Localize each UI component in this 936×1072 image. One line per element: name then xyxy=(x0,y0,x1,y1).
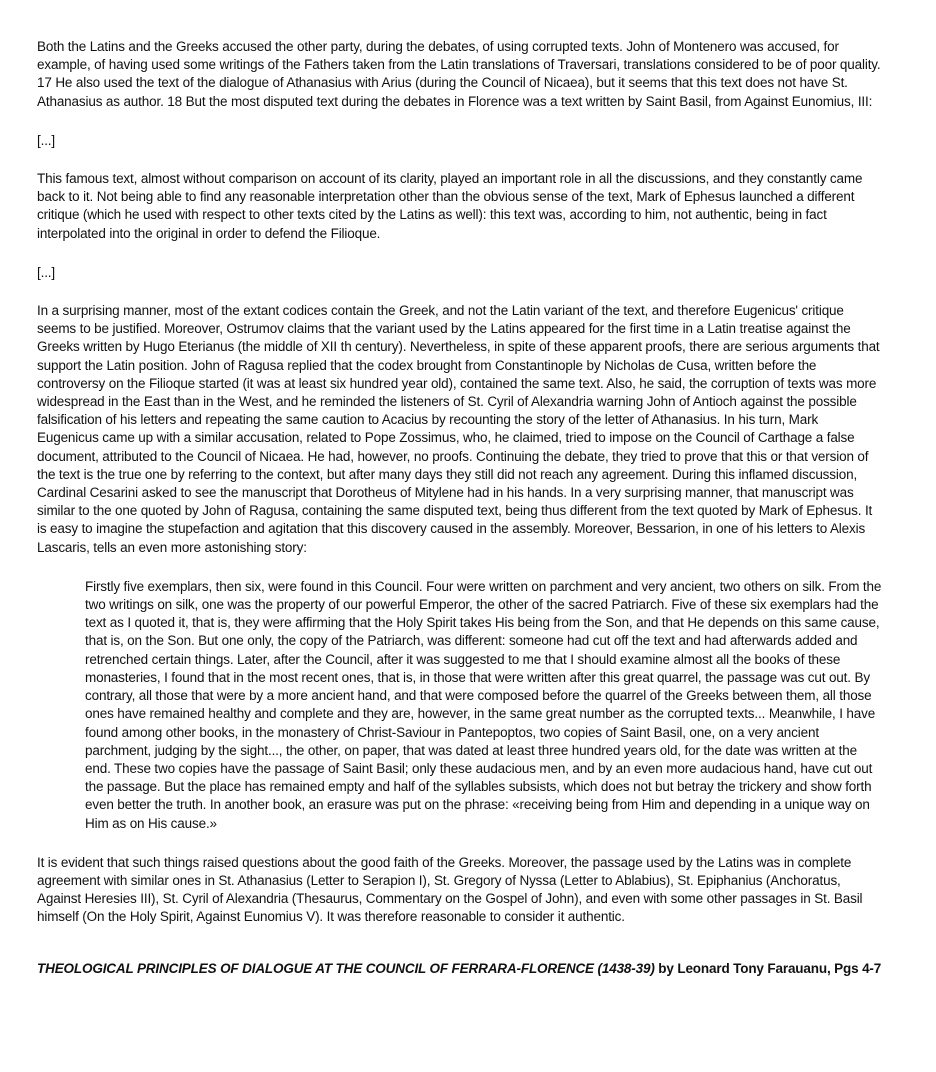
document-page xyxy=(37,38,882,978)
ellipsis-marker: [...] xyxy=(37,264,56,280)
bessarion-quote: Firstly five exemplars, then six, were found in this Council. Four were written on parchment and very ancient, two others on silk. From the two writings on silk, one was the property of our powerful Emperor, the other of the sacred Patriarch. Five of these six exemplars had the text as I quoted it, that is, they were affirming that the Holy Spirit takes His being from the Son, and that He depends on this same cause, that is, on the Son. But one only, the copy of the Patriarch, was different: someone had cut off the text and had afterwards added and retrenched certain things. Later, after the Council, after it was suggested to me that I should examine almost all the books of these monasteries, I found that in the most recent ones, that is, in those that were written after this great quarrel, the passage was cut out. By contrary, all those that were by a more ancient hand, and that were composed before the quarrel of the Greeks between them, all those ones have remained healthy and complete and they are, however, in the same great number as the corrupted texts... Meanwhile, I have found among other books, in the monastery of Christ-Saviour in Pantepoptos, two copies of Saint Basil, one, on a very ancient parchment, judging by the sight..., the other, on paper, that was dated at least three hundred years old, for the date was written at the end. These two copies have the passage of Saint Basil; only these audacious men, and by an even more audacious hand, have cut out the passage. But the place has remained empty and half of the syllables subsists, which does not but betray the trickery and show forth even better the truth. In another book, an erasure was put on the phrase: «receiving being from Him and depending in a unique way on Him as on His cause.» xyxy=(85,578,882,831)
paragraph-montenero: Both the Latins and the Greeks accused the other party, during the debates, of using corrupted texts. John of Montenero was accused, for example, of having used some writings of the Fathers taken from the Latin translations of Traversari, translations considered to be of poor quality. 17 He also used the text of the dialogue of Athanasius with Arius (during the Council of Nicaea), but it seems that this text does not have St. Athanasius as author. 18 But the most disputed text during the debates in Florence was a text written by Saint Basil, from Against Eunomius, III: xyxy=(37,39,881,109)
paragraph-codices: In a surprising manner, most of the extant codices contain the Greek, and not the Latin variant of the text, and therefore Eugenicus' critique seems to be justified. Moreover, Ostrumov claims that the variant used by the Latins appeared for the first time in a Latin treatise against the Greeks written by Hugo Eterianus (the middle of XII th century). Nevertheless, in spite of these apparent proofs, there are serious arguments that support the Latin position. John of Ragusa replied that the codex brought from Constantinople by Nicholas de Cusa, written before the controversy on the Filioque started (it was at least six hundred year old), contained the same text. Also, he said, the corruption of texts was more widespread in the East than in the West, and he reminded the listeners of St. Cyril of Alexandria warning John of Antioch against the possible falsification of his letters and repeating the same caution to Acacius by recounting the story of the letter of Athanasius. In his turn, Mark Eugenicus came up with a similar accusation, related to Pope Zossimus, who, he claimed, tried to impose on the Council of Carthage a false document, attributed to the Council of Nicaea. He had, however, no proofs. Continuing the debate, they tried to prove that this or that version of the text is the true one by referring to the context, but after many days they still did not reach any agreement. During this inflamed discussion, Cardinal Cesarini asked to see the manuscript that Dorotheus of Mitylene had in his hands. In a very surprising manner, that manuscript was similar to the one quoted by John of Ragusa, containing the same disputed text, being thus different from the text quoted by Mark of Ephesus. It is easy to imagine the stupefaction and agitation that this discovery caused in the assembly. Moreover, Bessarion, in one of his letters to Alexis Lascaris, tells an even more astonishing story: xyxy=(37,303,880,555)
paragraph-famous-text: This famous text, almost without comparison on account of its clarity, played an important role in all the discussions, and they constantly came back to it. Not being able to find any reasonable interpretation other than the obvious sense of the text, Mark of Ephesus launched a different critique (which he used with respect to other texts cited by the Latins as well): this text was, according to him, not authentic, being in fact interpolated into the original in order to defend the Filioque. xyxy=(37,171,863,241)
paragraph-conclusion: It is evident that such things raised questions about the good faith of the Greeks. Moreover, the passage used by the Latins was in complete agreement with similar ones in St. Athanasius (Letter to Serapion I), St. Gregory of Nyssa (Letter to Ablabius), St. Epiphanius (Anchoratus, Against Heresies III), St. Cyril of Alexandria (Thesaurus, Commentary on the Gospel of John), and even with some other passages in St. Basil himself (On the Holy Spirit, Against Eunomius V). It was therefore reasonable to consider it authentic. xyxy=(37,854,863,925)
citation-byline: by Leonard Tony Farauanu, Pgs 4-7 xyxy=(654,960,882,976)
ellipsis-marker: [...] xyxy=(37,132,56,148)
source-citation xyxy=(37,960,882,978)
citation-book-title: THEOLOGICAL PRINCIPLES OF DIALOGUE AT THE COUNCIL OF FERRARA-FLORENCE (1438-39) xyxy=(37,960,655,976)
